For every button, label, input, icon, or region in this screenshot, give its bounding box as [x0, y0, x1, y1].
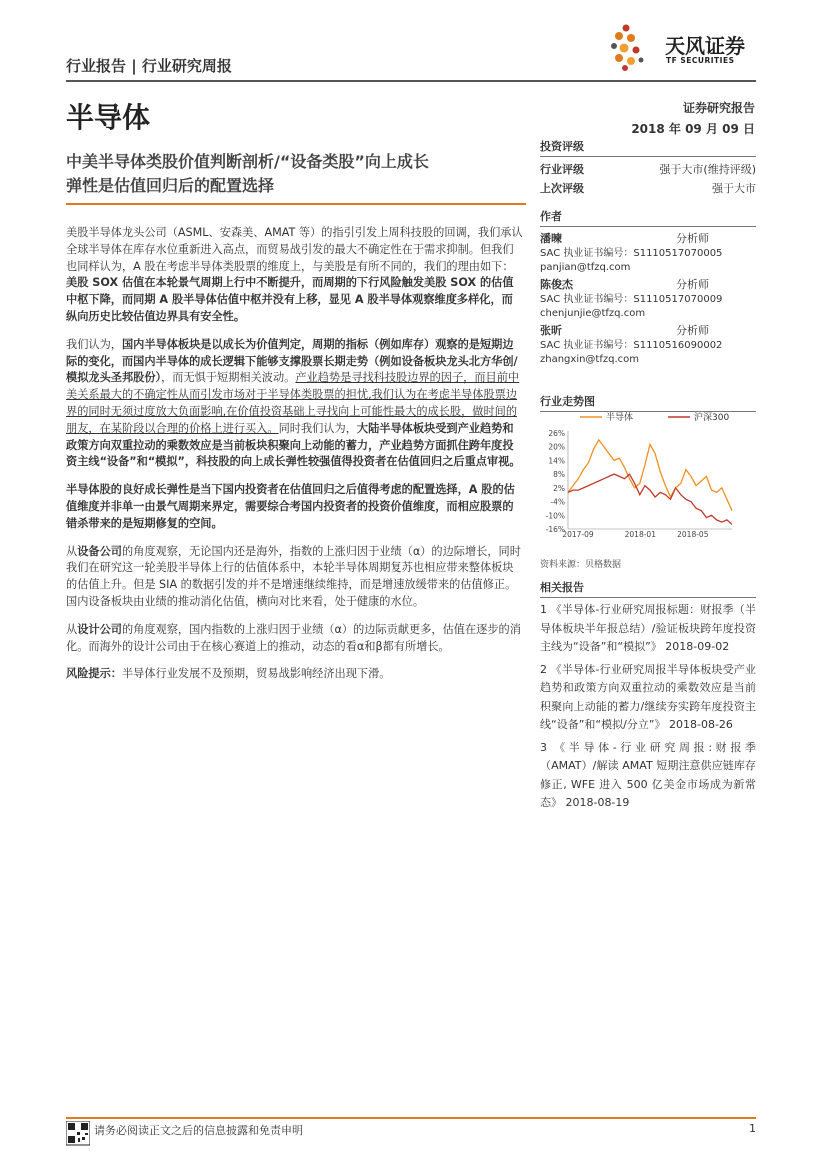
- paragraph-2-text-a: 我们认为，: [66, 337, 122, 351]
- rating-row-industry: [540, 160, 756, 179]
- paragraph-5-keyword: 设计公司: [77, 622, 122, 636]
- rating-label: 上次评级: [540, 182, 584, 195]
- y-tick-label: 2%: [553, 483, 565, 493]
- rating-row-previous: [540, 179, 756, 198]
- x-tick-label: 2018-05: [677, 530, 709, 537]
- paragraph-3: 半导体股的良好成长弹性是当下国内投资者在估值回归之后值得考虑的配置选择，A 股的估值维度并非单一由景气周期来界定，需要综合考国内投资者的投资价值维度，而相应股票的错杀带来的是短期修复的空间。: [66, 483, 515, 530]
- logo-name-cn: 天风证券: [665, 34, 745, 58]
- report-title: [66, 150, 526, 198]
- y-tick-label: -4%: [550, 497, 565, 507]
- paragraph-2-highlight-a: 国内半导体板块是以成长为价值判定，周期的指标（例如库存）观察的是短期边际的变化，而国内半导体的成长逻辑下能够支撑股票长期走势（例如设备板块龙头北方华创/模拟龙头圣邦股份）: [66, 337, 518, 385]
- industry-trend-chart: [540, 405, 756, 537]
- report-title-line-2: 弹性是估值回归后的配置选择: [66, 176, 275, 195]
- author-email[interactable]: zhangxin@tfzq.com: [540, 354, 640, 365]
- paragraph-1: [66, 225, 524, 326]
- x-tick-label: 2017-09: [562, 530, 594, 537]
- paragraph-4-text-b: 的角度观察，无论国内还是海外，指数的上涨归因于业绩（α）的边际增长，同时我们在研究这一轮美股半导体上行的估值体系中，本轮半导体周期复苏也相应带来整体板块的估值上升。但是 SIA 的数据引发的并不是增速继续维持，而是增速放缓带来的估值修正。国内设备板块由业绩的推动消化估值，横向对比来看，处于健康的水位。: [66, 544, 521, 608]
- paragraph-5-text-a: 从: [66, 622, 78, 636]
- page-number: 1: [749, 1122, 756, 1135]
- series-line: [568, 474, 732, 524]
- related-report-3[interactable]: 3 《半导体-行业研究周报:财报季（AMAT）/解读 AMAT 短期注意供应链库存修正, WFE 进入 500 亿美金市场成为新常态》 2018-08-19: [540, 740, 756, 809]
- author-role: 分析师: [676, 324, 709, 337]
- paragraph-2-text-c: 同时我们认为，: [278, 421, 357, 435]
- paragraph-2: [66, 337, 524, 471]
- y-tick-label: 8%: [553, 470, 565, 480]
- chart-source: 资料来源：贝格数据: [540, 560, 622, 570]
- paragraph-4-text-a: 从: [66, 544, 78, 558]
- y-tick-label: 26%: [548, 429, 565, 438]
- author-cert: SAC 执业证书编号：S1110517070005: [540, 248, 723, 259]
- footer-divider: [66, 1117, 756, 1119]
- author-name: 张昕: [540, 324, 562, 337]
- y-tick-label: -16%: [545, 525, 565, 534]
- y-tick-label: 20%: [548, 442, 565, 452]
- report-body: [66, 225, 524, 694]
- paragraph-1-text: 美股半导体龙头公司（ASML、安森美、AMAT 等）的指引引发上周科技股的回调，我们承认全球半导体在库存水位重新进入高点，而贸易战引发的最大不确定性在于需求抑制。但我们也同样认为，A 股在考虑半导体类股票的维度上，与美股是有所不同的，我们的理由如下：: [66, 226, 523, 273]
- x-tick-label: 2018-01: [624, 530, 656, 537]
- industry-title: 半导体: [66, 101, 151, 134]
- author-3: [540, 323, 756, 367]
- author-name: 陈俊杰: [540, 278, 573, 291]
- paragraph-1-highlight: 美股 SOX 估值在本轮景气周期上行中不断提升，而周期的下行风险触发美股 SOX 的估值中枢下降，而同期 A 股半导体估值中枢并没有上移，显见 A 股半导体观察维度多样化，而纵向历史比较估值边界具有安全性。: [66, 276, 514, 323]
- paragraph-4-keyword: 设备公司: [77, 544, 122, 558]
- qr-code-icon: [66, 1121, 90, 1149]
- author-email[interactable]: chenjunjie@tfzq.com: [540, 308, 646, 319]
- trend-heading: 行业走势图: [540, 393, 756, 412]
- rating-value: 强于大市: [712, 182, 756, 195]
- author-role: 分析师: [676, 232, 709, 245]
- author-role: 分析师: [676, 278, 709, 291]
- paragraph-4: [66, 544, 524, 611]
- rating-label: 行业评级: [540, 163, 584, 176]
- legend-label: 半导体: [606, 413, 634, 423]
- y-tick-label: -10%: [545, 511, 565, 521]
- author-cert: SAC 执业证书编号：S1110517070009: [540, 294, 723, 305]
- report-title-line-1: 中美半导体类股价值判断剖析/“设备类股”向上成长: [66, 152, 429, 171]
- rating-heading: 投资评级: [540, 138, 756, 157]
- breadcrumb: 行业报告 | 行业研究周报: [66, 57, 232, 75]
- paragraph-2-text-b: ，而无惧于短期相关波动。: [161, 371, 296, 385]
- title-underline: [66, 203, 526, 205]
- related-report-1[interactable]: 1 《半导体-行业研究周报标题：财报季（半导体板块半年报总结）/验证板块跨年度投资主线为“设备”和“模拟”》 2018-09-02: [540, 603, 756, 653]
- risk-warning: [66, 666, 524, 683]
- series-line: [568, 440, 732, 511]
- report-type: 证券研究报告: [682, 101, 755, 115]
- logo-name-en: TF SECURITIES: [666, 56, 735, 65]
- legend-label: 沪深300: [694, 413, 730, 423]
- author-email[interactable]: panjian@tfzq.com: [540, 262, 631, 273]
- rating-value: 强于大市(维持评级): [659, 163, 756, 176]
- paragraph-2-underline: 产业趋势是寻找科技股边界的因子，而目前中美关系最大的不确定性从而引发市场对于半导体类股票的担忧,我们认为在考虑半导体股票边界的同时无须过度放大负面影响,在价值投资基础上寻找向上可能性最大的成长股，做时间的朋友，在某阶段以合理的价格上进行买入。: [66, 371, 520, 435]
- footer-disclaimer[interactable]: 请务必阅读正文之后的信息披露和免责申明: [94, 1124, 303, 1137]
- y-tick-label: 14%: [548, 456, 565, 466]
- risk-label: 风险提示：: [66, 667, 122, 681]
- author-heading: 作者: [540, 208, 756, 227]
- report-date: 2018 年 09 月 09 日: [631, 122, 755, 136]
- author-2: [540, 277, 756, 321]
- paragraph-5: [66, 622, 524, 656]
- header-divider: [66, 80, 756, 82]
- paragraph-5-text-b: 的角度观察，国内指数的上涨归因于业绩（α）的边际贡献更多，估值在逐步的消化。而海外的设计公司由于在核心赛道上的推动，动态的看α和β都有所增长。: [66, 622, 521, 653]
- paragraph-2-highlight-b: 大陆半导体板块受到产业趋势和政策方向双重拉动的乘数效应是当前板块积聚向上动能的蓄力，产业趋势方面抓住跨年度投资主线“设备”和“模拟”，科技股的向上成长弹性较强值得投资者在估值回归之后重点审视。: [66, 421, 521, 469]
- author-name: 潘暕: [540, 232, 562, 245]
- author-cert: SAC 执业证书编号：S1110516090002: [540, 340, 723, 351]
- related-report-2[interactable]: 2 《半导体-行业研究周报半导体板块受产业趋势和政策方向双重拉动的乘数效应是当前积聚向上动能的蓄力/继续夯实跨年度投资主线“设备”和“模拟/分立”》 2018-08-26: [540, 662, 756, 731]
- related-heading: 相关报告: [540, 579, 756, 598]
- author-1: [540, 231, 756, 275]
- risk-text: 半导体行业发展不及预期，贸易战影响经济出现下滑。: [121, 667, 391, 681]
